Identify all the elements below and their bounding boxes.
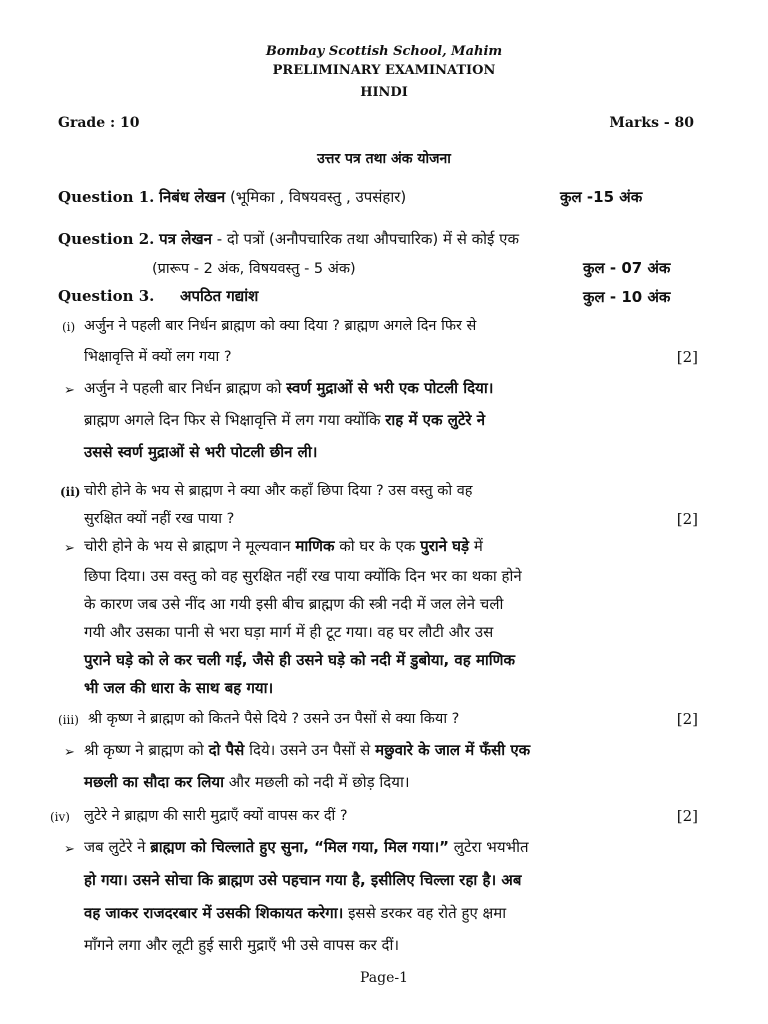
answer-line xyxy=(84,378,493,398)
answer-line xyxy=(84,740,530,760)
sub-question-number: (i) xyxy=(62,320,76,334)
answer-text: जब लुटेरे ने xyxy=(84,838,151,856)
scheme-title: उत्तर पत्र तथा अंक योजना xyxy=(317,151,451,167)
sub-question-text: लुटेरे ने ब्राह्मण की सारी मुद्राएँ क्यों वापस कर दीं ? xyxy=(84,808,348,824)
answer-text: दिये। उसने उन पैसों से xyxy=(244,741,376,759)
question-1-label: Question 1. xyxy=(58,188,155,206)
question-2-label: Question 2. xyxy=(58,230,155,248)
answer-key-text: माणिक xyxy=(295,537,335,555)
answer-line: के कारण जब उसे नींद आ गयी इसी बीच ब्राह्मण की स्त्री नदी में जल लेने चली xyxy=(84,595,504,613)
marks-label: Marks - 80 xyxy=(609,115,694,131)
question-2-breakup: (प्रारूप - 2 अंक, विषयवस्तु - 5 अंक) xyxy=(152,261,356,277)
page-number: Page-1 xyxy=(359,970,409,986)
answer-text: में xyxy=(469,537,483,555)
answer-key-text: स्वर्ण मुद्राओं से भरी एक पोटली दिया। xyxy=(286,379,494,397)
arrow-bullet-icon: ➢ xyxy=(64,842,75,857)
answer-text: को घर के एक xyxy=(334,537,421,555)
sub-question-number: (ii) xyxy=(60,485,81,499)
question-1-total: कुल -15 अंक xyxy=(560,188,643,206)
question-2-title: पत्र लेखन xyxy=(159,230,212,248)
answer-text: इससे डरकर वह रोते हुए क्षमा xyxy=(343,904,507,922)
sub-question-text: अर्जुन ने पहली बार निर्धन ब्राह्मण को क्या दिया ? ब्राह्मण अगले दिन फिर से xyxy=(84,318,477,334)
sub-question-marks: [2] xyxy=(676,510,698,528)
answer-line: पुराने घड़े को ले कर चली गई, जैसे ही उसने घड़े को नदी में डुबोया, वह माणिक xyxy=(84,651,516,669)
answer-text: चोरी होने के भय से ब्राह्मण ने मूल्यवान xyxy=(84,537,296,555)
question-3-label: Question 3. xyxy=(58,287,155,305)
answer-line: गयी और उसका पानी से भरा घड़ा मार्ग में ही टूट गया। वह घर लौटी और उस xyxy=(84,623,494,641)
sub-question-number: (iv) xyxy=(50,810,70,824)
answer-line xyxy=(84,903,506,923)
question-3 xyxy=(58,287,154,305)
school-name: Bombay Scottish School, Mahim xyxy=(265,44,503,59)
answer-line: छिपा दिया। उस वस्तु को वह सुरक्षित नहीं रख पाया क्योंकि दिन भर का थका होने xyxy=(84,567,522,585)
answer-text: ब्राह्मण अगले दिन फिर से भिक्षावृत्ति में लग गया क्योंकि xyxy=(84,411,386,429)
arrow-bullet-icon: ➢ xyxy=(64,541,75,556)
answer-text: लुटेरा भयभीत xyxy=(449,838,529,856)
question-1 xyxy=(58,187,406,207)
answer-key-text: दो पैसे xyxy=(208,741,245,759)
answer-line xyxy=(84,536,483,556)
question-2-detail: - दो पत्रों (अनौपचारिक तथा औपचारिक) में से कोई एक xyxy=(216,230,519,248)
answer-key-text: वह जाकर राजदरबार में उसकी शिकायत करेगा। xyxy=(84,904,344,922)
arrow-bullet-icon: ➢ xyxy=(64,383,75,398)
answer-key-text: राह में एक लुटेरे ने xyxy=(385,411,486,429)
question-1-title: निबंध लेखन xyxy=(159,188,226,206)
answer-line: माँगने लगा और लूटी हुई सारी मुद्राएँ भी उसे वापस कर दीं। xyxy=(84,936,400,954)
sub-question-text: श्री कृष्ण ने ब्राह्मण को कितने पैसे दिये ? उसने उन पैसों से क्या किया ? xyxy=(88,711,460,727)
sub-question-text: भिक्षावृत्ति में क्यों लग गया ? xyxy=(84,349,232,365)
answer-text: श्री कृष्ण ने ब्राह्मण को xyxy=(84,741,209,759)
question-2 xyxy=(58,229,519,249)
answer-line xyxy=(84,772,410,792)
answer-text: और मछली को नदी में छोड़ दिया। xyxy=(224,773,410,791)
answer-key-text: पुराने घड़े xyxy=(420,537,470,555)
arrow-bullet-icon: ➢ xyxy=(64,745,75,760)
grade-label: Grade : 10 xyxy=(58,115,140,131)
question-2-total: कुल - 07 अंक xyxy=(583,259,671,277)
answer-line: उससे स्वर्ण मुद्राओं से भरी पोटली छीन ली। xyxy=(84,443,318,461)
sub-question-text: सुरक्षित क्यों नहीं रख पाया ? xyxy=(84,511,235,527)
answer-text: अर्जुन ने पहली बार निर्धन ब्राह्मण को xyxy=(84,379,287,397)
answer-key-text: मछुवारे के जाल में फँसी एक xyxy=(375,741,531,759)
sub-question-marks: [2] xyxy=(676,807,698,825)
sub-question-number: (iii) xyxy=(58,713,79,727)
answer-line xyxy=(84,837,529,857)
answer-line: हो गया। उसने सोचा कि ब्राह्मण उसे पहचान गया है, इसीलिए चिल्ला रहा है। अब xyxy=(84,871,522,889)
answer-line xyxy=(84,410,485,430)
sub-question-marks: [2] xyxy=(676,710,698,728)
question-3-title: अपठित गद्यांश xyxy=(180,287,259,305)
answer-line: भी जल की धारा के साथ बह गया। xyxy=(84,679,274,697)
sub-question-text: चोरी होने के भय से ब्राह्मण ने क्या और कहाँ छिपा दिया ? उस वस्तु को वह xyxy=(84,483,473,499)
sub-question-marks: [2] xyxy=(676,348,698,366)
exam-title: PRELIMINARY EXAMINATION xyxy=(272,63,496,78)
subject-title: HINDI xyxy=(360,85,408,100)
answer-key-text: मछली का सौदा कर लिया xyxy=(84,773,225,791)
answer-key-text: ब्राह्मण को चिल्लाते हुए सुना, “मिल गया, मिल गया।” xyxy=(150,838,449,856)
question-3-total: कुल - 10 अंक xyxy=(583,288,671,306)
question-1-detail: (भूमिका , विषयवस्तु , उपसंहार) xyxy=(229,188,407,206)
